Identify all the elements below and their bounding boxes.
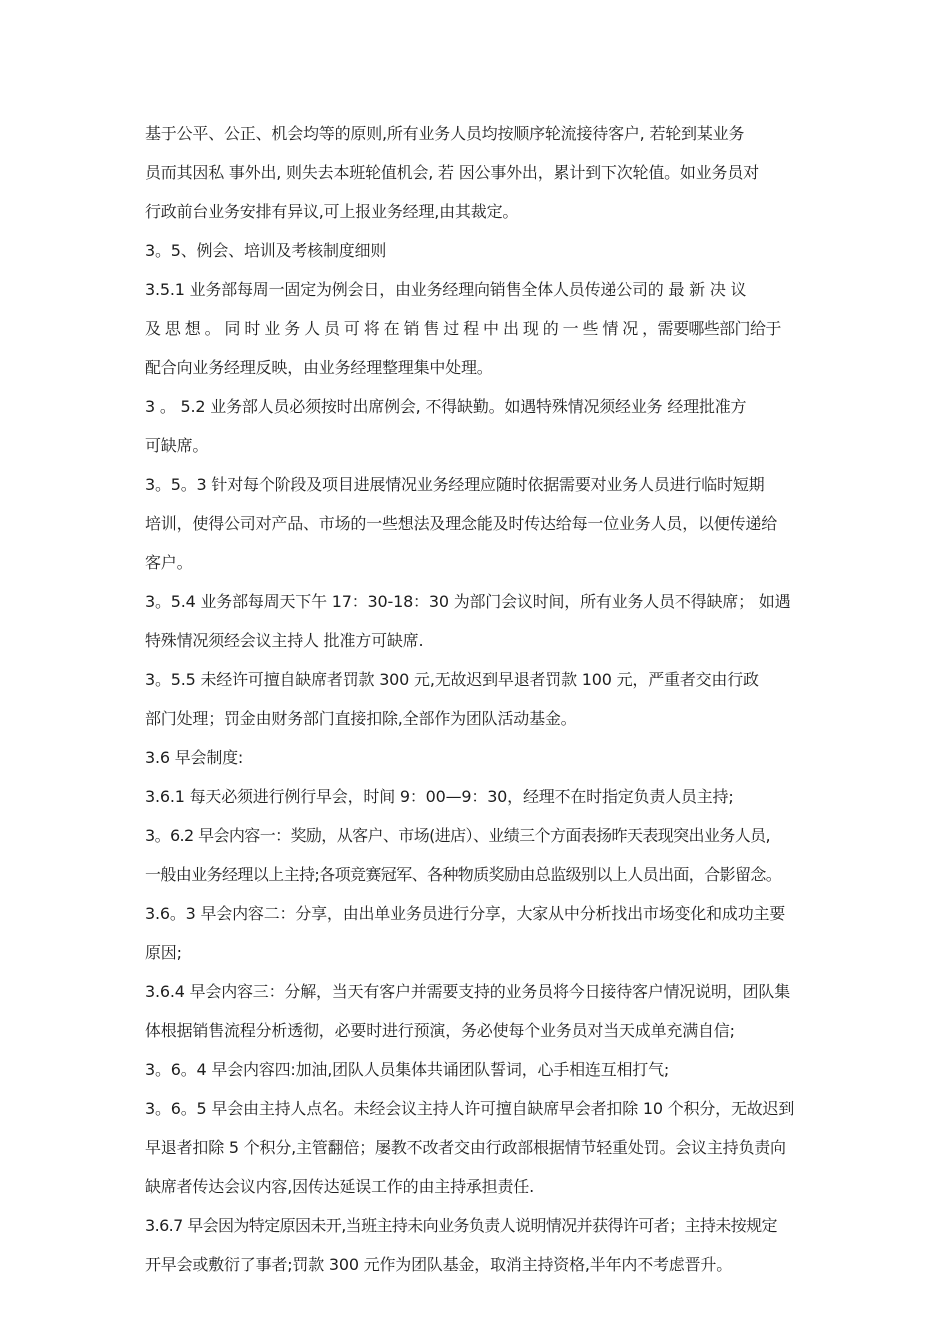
text-line: 3。5.5 未经许可擅自缺席者罚款 300 元,无故迟到早退者罚款 100 元，严重者交由行政 (145, 670, 759, 689)
text-line: 客户。 (145, 553, 193, 572)
text-line: 可缺席。 (145, 436, 209, 455)
text-line: 员而其因私 事外出, 则失去本班轮值机会, 若 因公事外出，累计到下次轮值。如业务员对 (145, 163, 759, 182)
text-line: 早退者扣除 5 个积分,主管翻倍；屡教不改者交由行政部根据情节轻重处罚。会议主持负责向 (145, 1138, 786, 1157)
text-line: 特殊情况须经会议主持人 批准方可缺席. (145, 631, 424, 650)
section-heading: 3。5、例会、培训及考核制度细则 (145, 241, 387, 260)
text-line: 3.6.7 早会因为特定原因未开,当班主持未向业务负责人说明情况并获得许可者；主持未按规定 (145, 1216, 777, 1235)
section-heading: 3.6 早会制度: (145, 748, 244, 767)
text-line: 3 。 5.2 业务部人员必须按时出席例会, 不得缺勤。如遇特殊情况须经业务 经理批准方 (145, 397, 747, 416)
text-line: 行政前台业务安排有异议,可上报业务经理,由其裁定。 (145, 202, 519, 221)
text-line: 原因; (145, 943, 182, 962)
text-line: 部门处理；罚金由财务部门直接扣除,全部作为团队活动基金。 (145, 709, 577, 728)
text-line: 3。5。3 针对每个阶段及项目进展情况业务经理应随时依据需要对业务人员进行临时短期 (145, 475, 765, 494)
text-line: 3.6.4 早会内容三：分解，当天有客户并需要支持的业务员将今日接待客户情况说明，团队集 (145, 982, 790, 1001)
text-line: 3。6.2 早会内容一：奖励，从客户、市场(进店）、业绩三个方面表扬昨天表现突出业务人员, (145, 826, 771, 845)
text-line: 3.6.1 每天必须进行例行早会，时间 9：00—9：30，经理不在时指定负责人员主持; (145, 787, 734, 806)
text-line: 基于公平、公正、机会均等的原则,所有业务人员均按顺序轮流接待客户, 若轮到某业务 (145, 124, 745, 143)
text-line: 及 思 想 。 同 时 业 务 人 员 可 将 在 销 售 过 程 中 出 现 的 一 些 情 况 ，需要哪些部门给于 (145, 319, 781, 338)
text-line: 配合向业务经理反映，由业务经理整理集中处理。 (145, 358, 493, 377)
document-body (145, 124, 817, 1294)
text-line: 一般由业务经理以上主持;各项竞赛冠军、各种物质奖励由总监级别以上人员出面，合影留念。 (145, 865, 782, 884)
text-line: 3。6。4 早会内容四:加油,团队人员集体共诵团队誓词，心手相连互相打气; (145, 1060, 670, 1079)
text-line: 缺席者传达会议内容,因传达延误工作的由主持承担责任. (145, 1177, 534, 1196)
text-line: 3.6。3 早会内容二：分享，由出单业务员进行分享，大家从中分析找出市场变化和成功主要 (145, 904, 786, 923)
text-line: 3.5.1 业务部每周一固定为例会日，由业务经理向销售全体人员传递公司的 最 新 决 议 (145, 280, 747, 299)
text-line: 体根据销售流程分析透彻，必要时进行预演，务必使每个业务员对当天成单充满自信; (145, 1021, 735, 1040)
text-line: 3。6。5 早会由主持人点名。未经会议主持人许可擅自缺席早会者扣除 10 个积分，无故迟到 (145, 1099, 795, 1118)
text-line: 培训，使得公司对产品、市场的一些想法及理念能及时传达给每一位业务人员，以便传递给 (145, 514, 778, 533)
text-line: 开早会或敷衍了事者;罚款 300 元作为团队基金，取消主持资格,半年内不考虑晋升。 (145, 1255, 732, 1274)
text-line: 3。5.4 业务部每周天下午 17：30-18：30 为部门会议时间，所有业务人员不得缺席； 如遇 (145, 592, 791, 611)
